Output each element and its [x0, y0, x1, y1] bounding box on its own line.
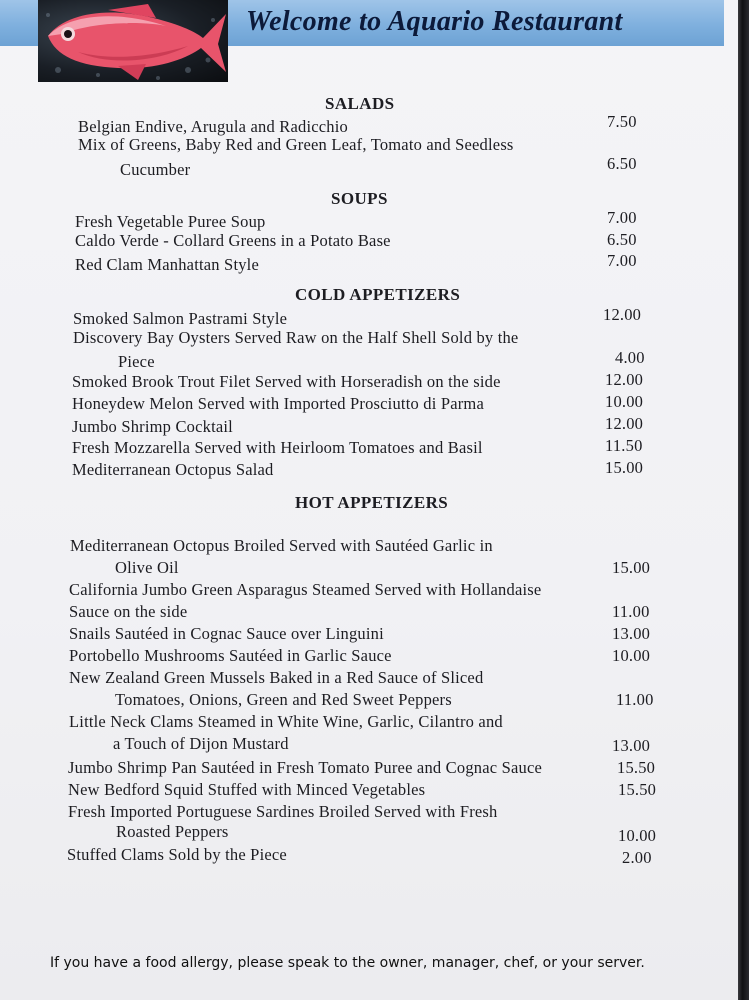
menu-item-name-continued: Cucumber — [120, 160, 191, 179]
menu-item-name: New Zealand Green Mussels Baked in a Red Sauce of Sliced — [69, 668, 484, 687]
menu-item-name-continued: a Touch of Dijon Mustard — [113, 734, 289, 753]
menu-item-name: Mediterranean Octopus Broiled Served with Sautéed Garlic in — [70, 536, 493, 555]
menu-item-name: Stuffed Clams Sold by the Piece — [67, 845, 287, 864]
menu-item-price: 15.00 — [612, 558, 651, 577]
menu-item-name: Caldo Verde - Collard Greens in a Potato Base — [75, 231, 391, 250]
binder-edge — [738, 0, 749, 1000]
menu-item-name-continued: Roasted Peppers — [116, 822, 229, 841]
menu-item-name: Little Neck Clams Steamed in White Wine, Garlic, Cilantro and — [69, 712, 503, 731]
menu-item-price: 10.00 — [612, 646, 651, 665]
menu-item-price: 15.50 — [618, 780, 657, 799]
menu-item-name: Fresh Vegetable Puree Soup — [75, 212, 266, 231]
menu-item-price: 6.50 — [607, 154, 637, 173]
menu-item-price: 11.50 — [605, 436, 643, 455]
section-title-salads: SALADS — [325, 94, 395, 113]
menu-item-price: 12.00 — [605, 414, 644, 433]
menu-item-name: Portobello Mushrooms Sautéed in Garlic Sauce — [69, 646, 392, 665]
menu-item-price: 11.00 — [612, 602, 650, 621]
section-title-cold-appetizers: COLD APPETIZERS — [295, 285, 461, 304]
menu-item-name: Smoked Brook Trout Filet Served with Horseradish on the side — [72, 372, 501, 391]
menu-item-name: Fresh Imported Portuguese Sardines Broiled Served with Fresh — [68, 802, 498, 821]
menu-item-name: Snails Sautéed in Cognac Sauce over Linguini — [69, 624, 384, 643]
menu-item-name: Belgian Endive, Arugula and Radicchio — [78, 117, 348, 136]
menu-item-price: 13.00 — [612, 736, 651, 755]
menu-item-name: Red Clam Manhattan Style — [75, 255, 259, 274]
menu-item-name: Mediterranean Octopus Salad — [72, 460, 274, 479]
menu-item-price: 10.00 — [618, 826, 657, 845]
menu-item-price: 2.00 — [622, 848, 652, 867]
menu-item-name: New Bedford Squid Stuffed with Minced Vegetables — [68, 780, 426, 799]
menu-item-name: Jumbo Shrimp Cocktail — [72, 417, 233, 436]
menu-item-name-continued: Sauce on the side — [69, 602, 188, 621]
menu-item-name-continued: Tomatoes, Onions, Green and Red Sweet Peppers — [115, 690, 452, 709]
menu-item-price: 12.00 — [605, 370, 644, 389]
menu-item-name: Honeydew Melon Served with Imported Prosciutto di Parma — [72, 394, 484, 413]
menu-item-price: 4.00 — [615, 348, 645, 367]
menu-item-price: 13.00 — [612, 624, 651, 643]
menu-item-name: Smoked Salmon Pastrami Style — [73, 309, 288, 328]
menu-item-price: 7.00 — [607, 208, 637, 227]
menu-item-name-continued: Olive Oil — [115, 558, 179, 577]
menu-item-price: 6.50 — [607, 230, 637, 249]
menu-item-price: 7.50 — [607, 112, 637, 131]
menu-item-price: 15.00 — [605, 458, 644, 477]
menu-item-name: California Jumbo Green Asparagus Steamed Served with Hollandaise — [69, 580, 542, 599]
section-title-hot-appetizers: HOT APPETIZERS — [295, 493, 449, 512]
menu-item-name: Fresh Mozzarella Served with Heirloom Tomatoes and Basil — [72, 438, 483, 457]
menu-item-name: Jumbo Shrimp Pan Sautéed in Fresh Tomato Puree and Cognac Sauce — [68, 758, 542, 777]
menu-item-price: 10.00 — [605, 392, 644, 411]
menu-item-name: Discovery Bay Oysters Served Raw on the Half Shell Sold by the — [73, 328, 519, 347]
menu-item-name-continued: Piece — [118, 352, 155, 371]
menu-item-price: 12.00 — [603, 305, 642, 324]
menu-item-price: 15.50 — [617, 758, 656, 777]
menu-item-price: 11.00 — [616, 690, 654, 709]
red-fish-photo-icon — [38, 0, 228, 82]
menu-item-name: Mix of Greens, Baby Red and Green Leaf, Tomato and Seedless — [78, 135, 514, 154]
restaurant-title: Welcome to Aquario Restaurant — [246, 6, 623, 37]
section-title-soups: SOUPS — [331, 189, 388, 208]
allergy-notice: If you have a food allergy, please speak to the owner, manager, chef, or your server. — [50, 955, 645, 971]
menu-item-price: 7.00 — [607, 251, 637, 270]
